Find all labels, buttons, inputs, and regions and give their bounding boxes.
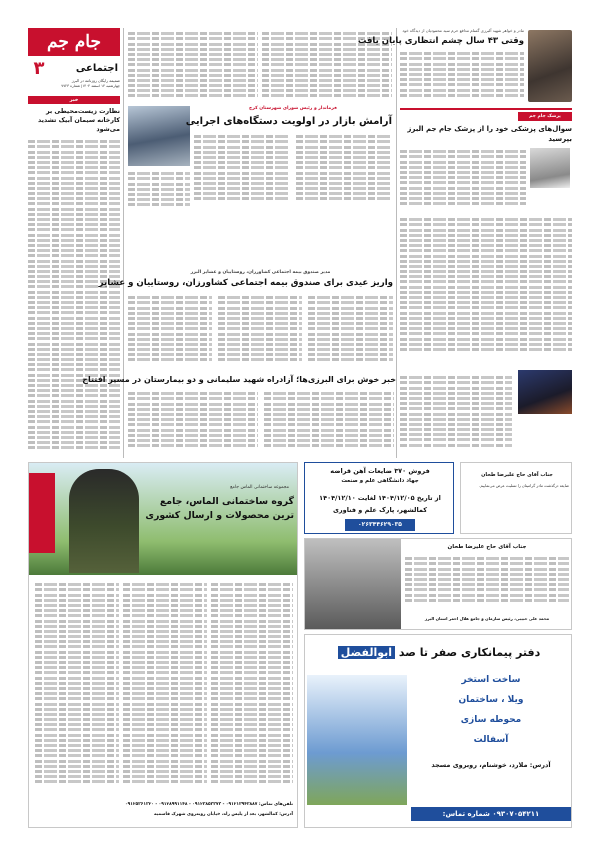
ad-service: ساخت استخر <box>461 675 521 685</box>
ad-person-photo <box>69 469 139 573</box>
ad-title: جناب آقای حاج علیرضا طحان <box>447 544 527 550</box>
story-governor <box>128 106 393 266</box>
ad-dates: از تاریخ ۱۴۰۴/۱۲/۰۵ لغایت ۱۴۰۴/۱۲/۱۰ <box>319 494 441 502</box>
supplement-line: ضمیمه رایگان روزنامه در البرز <box>71 78 120 83</box>
masthead <box>28 28 120 90</box>
ad-service: آسفالت <box>473 735 509 745</box>
story-kicker: مدیر صندوق بیمه اجتماعی کشاورزان، روستاییان و عشایر البرز <box>190 270 331 275</box>
story-photo <box>128 106 190 166</box>
article-body <box>28 138 120 456</box>
ad-title: ترین محصولات و ارسال کشوری <box>145 510 294 521</box>
ad-logo <box>29 473 55 553</box>
doctor-headline: سوال‌های پزشکی خود را از پزشک جام جم البرز بپرسید <box>407 125 572 143</box>
masthead-logo: جام جم <box>28 28 120 56</box>
article-body <box>128 170 190 210</box>
story-hospital <box>82 374 572 458</box>
story-kicker: فرماندار و رئیس شورای شهرستان کرج <box>249 106 337 111</box>
ad-address: آدرس: ملارد، خوشنام، روبروی مسجد <box>431 761 551 769</box>
ad-phones: تلفن‌های تماس: ۰۹۱۲۱۳۹۴۳۸۸۷ - ۰۹۱۲۳۸۵۳۳۷۳ - ۰۹۱۲۸۹۹۱۱۴۸ - ۰۹۱۲۵۳۶۱۳۲۰ <box>124 802 293 807</box>
ad-subtitle: مجموعه ساختمانی الماس جامع <box>230 485 289 490</box>
ad-phone: ۰۹۳۰۷۰۵۴۲۱۱ شماره تماس: <box>411 807 571 821</box>
story-environment <box>28 96 120 456</box>
ad-title-row <box>305 645 573 661</box>
article-body <box>218 294 302 368</box>
article-body <box>400 216 572 366</box>
column-divider <box>123 28 124 458</box>
article-body <box>128 294 212 368</box>
article-body <box>400 374 512 456</box>
section-title: اجتماعی <box>75 63 118 74</box>
article-body <box>296 133 392 207</box>
ad-subtitle: جهاد دانشگاهی علم و صنعت <box>341 478 419 484</box>
ad-condolence-big <box>304 538 572 630</box>
article-body <box>194 133 290 207</box>
article-body <box>211 581 293 797</box>
story-doctor <box>400 108 572 368</box>
page-number: ۳ <box>33 58 45 79</box>
story-headline: واریز عیدی برای صندوق بیمه اجتماعی کشاورزان، روستاییان و عشایر <box>98 278 393 288</box>
story-photo <box>528 30 572 102</box>
ad-title: فروش ۳۷۰ ضایعات آهن قراضه <box>330 467 430 475</box>
article-body <box>35 581 119 797</box>
ad-condolence-small <box>460 462 572 534</box>
ad-phone: ۰۲۶۳۴۴۶۲۹۰۳۵ <box>345 519 415 531</box>
ad-signature: محمد علی حبیبی، رئیس سازمان و جامع هلال احمر استان البرز <box>424 616 550 621</box>
article-body <box>400 148 526 212</box>
ad-title: جناب آقای حاج علیرضا طحان <box>481 472 553 478</box>
story-photo <box>518 370 572 414</box>
article-body <box>308 294 393 368</box>
ad-contractor <box>304 634 572 828</box>
article-body <box>123 581 207 797</box>
ad-title-pre: دفتر پیمانکاری صفر تا صد <box>398 646 541 659</box>
ad-title: گروه ساختمانی الماس، جامع <box>159 496 294 507</box>
date-line: چهارشنبه ۱۴ اسفند ۱۴۰۴| شماره ۷۷۲۳ <box>61 84 120 88</box>
story-headline: آرامش بازار در اولویت دستگاه‌های اجرایی <box>185 116 392 127</box>
ad-text: ضایعه درگذشت مادر گرامیتان را تسلیت عرض می‌نماییم. <box>479 483 569 488</box>
doctor-photo <box>530 148 570 188</box>
story-insurance <box>98 270 393 370</box>
news-badge: خبر <box>28 96 120 104</box>
ad-diamond <box>28 462 298 828</box>
ad-address: آدرس: کمالشهر، بعد از پلیس راه، خیابان روبه‌روی شهرک قاسمیه <box>154 812 293 817</box>
ad-title-name: ابوالفضل <box>338 646 395 659</box>
story-mothers <box>357 28 572 104</box>
article-body <box>400 50 524 100</box>
article-body <box>128 30 258 102</box>
ad-address: کمالشهر، پارک علم و فناوری <box>332 506 428 514</box>
story-headline: نظارت زیست‌محیطی بر کارخانه سیمان آبیک تشدید می‌شود <box>38 108 120 133</box>
story-kicker: مادر و خواهر شهید آلبرزی گمنام مدافع حرم سید محمودیان از دیدگاه خود <box>402 28 524 33</box>
article-body <box>128 390 258 456</box>
ad-scrap-sale <box>304 462 454 534</box>
ad-service: محوطه سازی <box>460 715 522 725</box>
story-headline: وقتی ۴۳ سال چشم انتظاری پایان یافت <box>357 36 524 46</box>
ad-buildings-image <box>307 675 407 805</box>
ad-service: ویلا ، ساختمان <box>458 695 524 705</box>
article-body <box>264 390 394 456</box>
ad-text <box>405 555 569 611</box>
doctor-label: پزشک جام جم <box>518 112 572 121</box>
doctor-box <box>400 108 572 212</box>
story-headline: خبر خوش برای البرزی‌ها؛ آزادراه شهید سلیمانی و دو بیمارستان در مسیر افتتاح <box>82 375 396 384</box>
ad-image <box>305 539 401 629</box>
